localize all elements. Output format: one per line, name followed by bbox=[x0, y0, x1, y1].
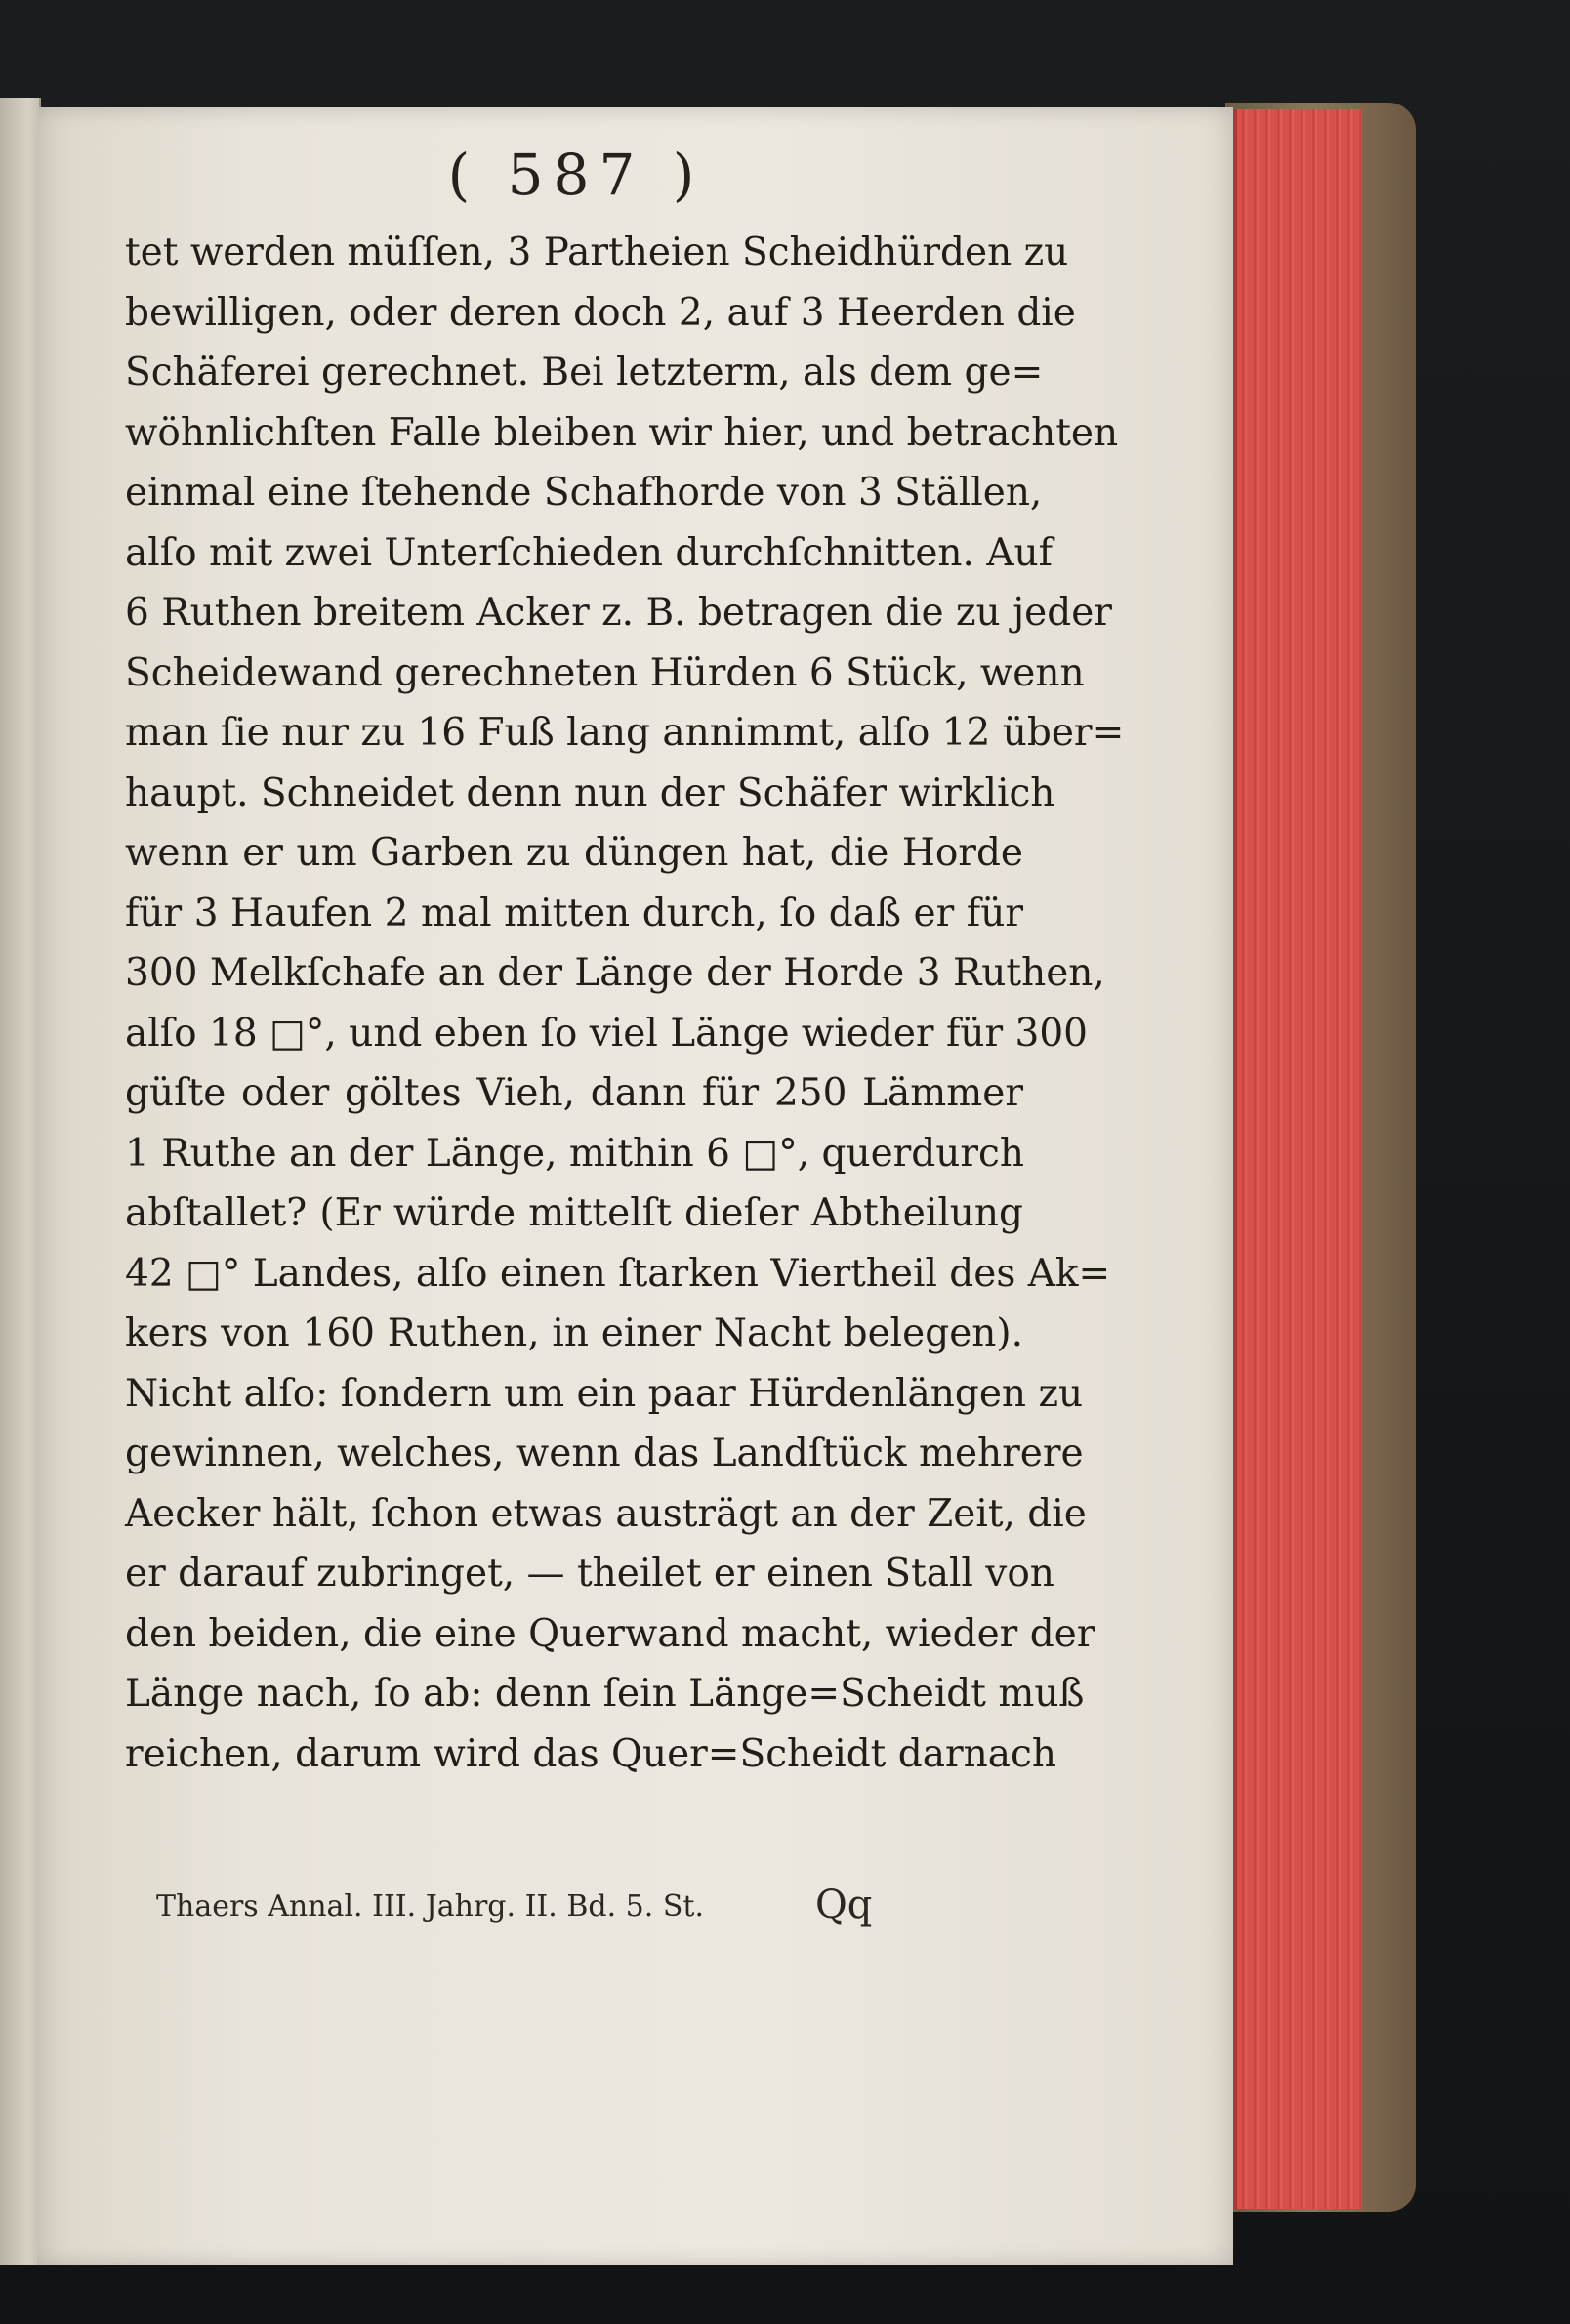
text-line: güſte oder göltes Vieh, dann für 250 Lämmer bbox=[125, 1071, 1023, 1115]
text-line: Länge nach, ſo ab: denn ſein Länge=Scheidt muß bbox=[125, 1672, 1085, 1716]
text-line: alſo 18 □°, und eben ſo viel Länge wieder für 300 bbox=[125, 1011, 1088, 1056]
text-line: Nicht alſo: ſondern um ein paar Hürdenlängen zu bbox=[125, 1371, 1084, 1416]
text-line: alſo mit zwei Unterſchieden durchſchnitten. Auf bbox=[125, 530, 1054, 575]
text-line: für 3 Haufen 2 mal mitten durch, ſo daß er für bbox=[125, 891, 1023, 935]
text-line: tet werden müſſen, 3 Partheien Scheidhürden zu bbox=[125, 230, 1069, 274]
text-line: man ſie nur zu 16 Fuß lang annimmt, alſo 12 über= bbox=[125, 711, 1125, 755]
text-line: Aecker hält, ſchon etwas austrägt an der Zeit, die bbox=[125, 1491, 1087, 1536]
text-line: wenn er um Garben zu düngen hat, die Horde bbox=[125, 831, 1023, 875]
text-line: gewinnen, welches, wenn das Landſtück mehrere bbox=[125, 1432, 1084, 1475]
text-line: den beiden, die eine Querwand macht, wieder der bbox=[125, 1611, 1095, 1656]
left-page-edge bbox=[0, 98, 41, 2265]
body-text bbox=[125, 223, 1125, 1784]
text-line: 300 Melkſchafe an der Länge der Horde 3 Ruthen, bbox=[125, 951, 1105, 995]
text-line: wöhnlichſten Falle bleiben wir hier, und betrachten bbox=[125, 410, 1119, 455]
text-line: Schäferei gerechnet. Bei letzterm, als dem ge= bbox=[125, 351, 1044, 394]
red-page-edges bbox=[1232, 109, 1362, 2209]
text-line: Scheidewand gerechneten Hürden 6 Stück, wenn bbox=[125, 650, 1085, 695]
text-line: einmal eine ſtehende Schafhorde von 3 Ställen, bbox=[125, 471, 1043, 515]
text-line: kers von 160 Ruthen, in einer Nacht belegen). bbox=[125, 1311, 1023, 1355]
text-line: 1 Ruthe an der Länge, mithin 6 □°, querdurch bbox=[125, 1131, 1024, 1176]
text-line: reichen, darum wird das Quer=Scheidt darnach bbox=[125, 1731, 1056, 1776]
text-line: bewilligen, oder deren doch 2, auf 3 Heerden die bbox=[125, 290, 1076, 335]
text-line: abſtallet? (Er würde mittelſt dieſer Abtheilung bbox=[125, 1191, 1023, 1235]
page-number: ( 587 ) bbox=[447, 142, 705, 208]
text-line: 42 □° Landes, alſo einen ſtarken Viertheil des Ak= bbox=[125, 1251, 1111, 1296]
text-line: haupt. Schneidet denn nun der Schäfer wirklich bbox=[125, 770, 1055, 815]
footer-signature: Thaers Annal. III. Jahrg. II. Bd. 5. St. bbox=[156, 1889, 704, 1924]
signature-mark: Qq bbox=[815, 1883, 873, 1928]
text-line: 6 Ruthen breitem Acker z. B. betragen die zu jeder bbox=[125, 591, 1112, 635]
text-line: er darauf zubringet, — theilet er einen Stall von bbox=[125, 1552, 1054, 1596]
